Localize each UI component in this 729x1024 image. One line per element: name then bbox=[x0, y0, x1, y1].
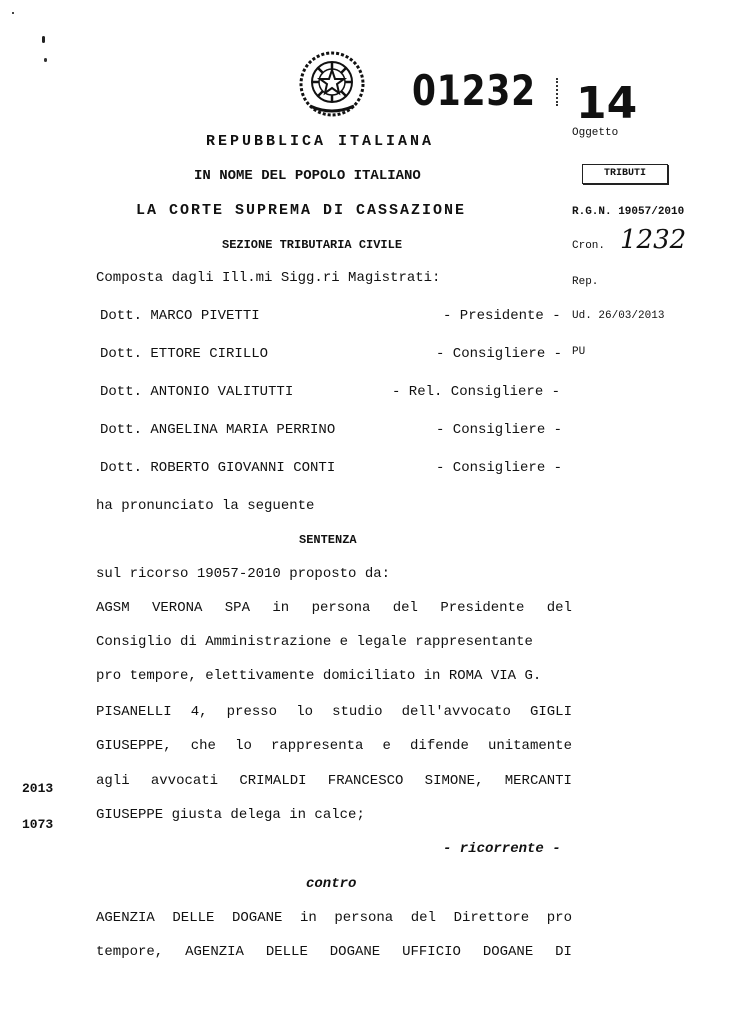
pu-label: PU bbox=[572, 346, 586, 358]
judge-name: Dott. ANTONIO VALITUTTI bbox=[100, 384, 294, 400]
body-line: GIUSEPPE, che lo rappresenta e difende unitamente bbox=[96, 738, 572, 754]
ricorso-line: sul ricorso 19057-2010 proposto da: bbox=[96, 566, 391, 582]
body-line: agli avvocati CRIMALDI FRANCESCO SIMONE, MERCANTI bbox=[96, 773, 572, 789]
body-line: PISANELLI 4, presso lo studio dell'avvocato GIGLI bbox=[96, 704, 572, 720]
judge-role: - Rel. Consigliere - bbox=[392, 384, 561, 400]
sentenza-heading: SENTENZA bbox=[299, 533, 357, 547]
header-people: IN NOME DEL POPOLO ITALIANO bbox=[194, 168, 421, 184]
body-line: tempore, AGENZIA DELLE DOGANE UFFICIO DOGANE DI bbox=[96, 944, 572, 960]
oggetto-label: Oggetto bbox=[572, 127, 619, 139]
rgn-number: R.G.N. 19057/2010 bbox=[572, 206, 685, 218]
judge-name: Dott. ETTORE CIRILLO bbox=[100, 346, 269, 362]
stamp-mark bbox=[556, 78, 561, 106]
judge-role: - Consigliere - bbox=[436, 460, 563, 476]
body-line: pro tempore, elettivamente domiciliato in ROMA VIA G. bbox=[96, 668, 542, 684]
judge-name: Dott. ROBERTO GIOVANNI CONTI bbox=[100, 460, 336, 476]
header-court: LA CORTE SUPREMA DI CASSAZIONE bbox=[136, 202, 467, 219]
judge-name: Dott. ANGELINA MARIA PERRINO bbox=[100, 422, 336, 438]
judge-role: - Consigliere - bbox=[436, 422, 563, 438]
scan-speck bbox=[12, 12, 14, 14]
ricorrente-label: - ricorrente - bbox=[443, 841, 561, 857]
judge-role: - Consigliere - bbox=[436, 346, 563, 362]
judge-role: - Presidente - bbox=[443, 308, 561, 324]
body-line: GIUSEPPE giusta delega in calce; bbox=[96, 807, 365, 823]
hearing-date: Ud. 26/03/2013 bbox=[572, 310, 665, 322]
scan-speck bbox=[44, 58, 47, 62]
pronounced-line: ha pronunciato la seguente bbox=[96, 498, 315, 514]
body-line: AGSM VERONA SPA in persona del Presidente del bbox=[96, 600, 572, 616]
stamp-number: 01232 bbox=[412, 66, 536, 115]
stamp-suffix: 14 bbox=[576, 78, 638, 129]
body-line: AGENZIA DELLE DOGANE in persona del Direttore pro bbox=[96, 910, 572, 926]
cron-handwritten: 1232 bbox=[620, 225, 687, 255]
composition-intro: Composta dagli Ill.mi Sigg.ri Magistrati: bbox=[96, 270, 441, 286]
body-line: Consiglio di Amministrazione e legale rappresentante bbox=[96, 634, 533, 650]
rep-label: Rep. bbox=[572, 276, 599, 288]
tributi-box: TRIBUTI bbox=[582, 164, 668, 184]
header-section: SEZIONE TRIBUTARIA CIVILE bbox=[222, 238, 403, 252]
scan-speck bbox=[42, 36, 45, 43]
contro-label: contro bbox=[306, 876, 357, 892]
header-republic: REPUBBLICA ITALIANA bbox=[206, 133, 435, 150]
judge-name: Dott. MARCO PIVETTI bbox=[100, 308, 260, 324]
margin-number: 1073 bbox=[22, 817, 54, 832]
cron-label: Cron. bbox=[572, 240, 606, 252]
margin-year: 2013 bbox=[22, 781, 54, 796]
republic-emblem-icon bbox=[298, 50, 366, 118]
